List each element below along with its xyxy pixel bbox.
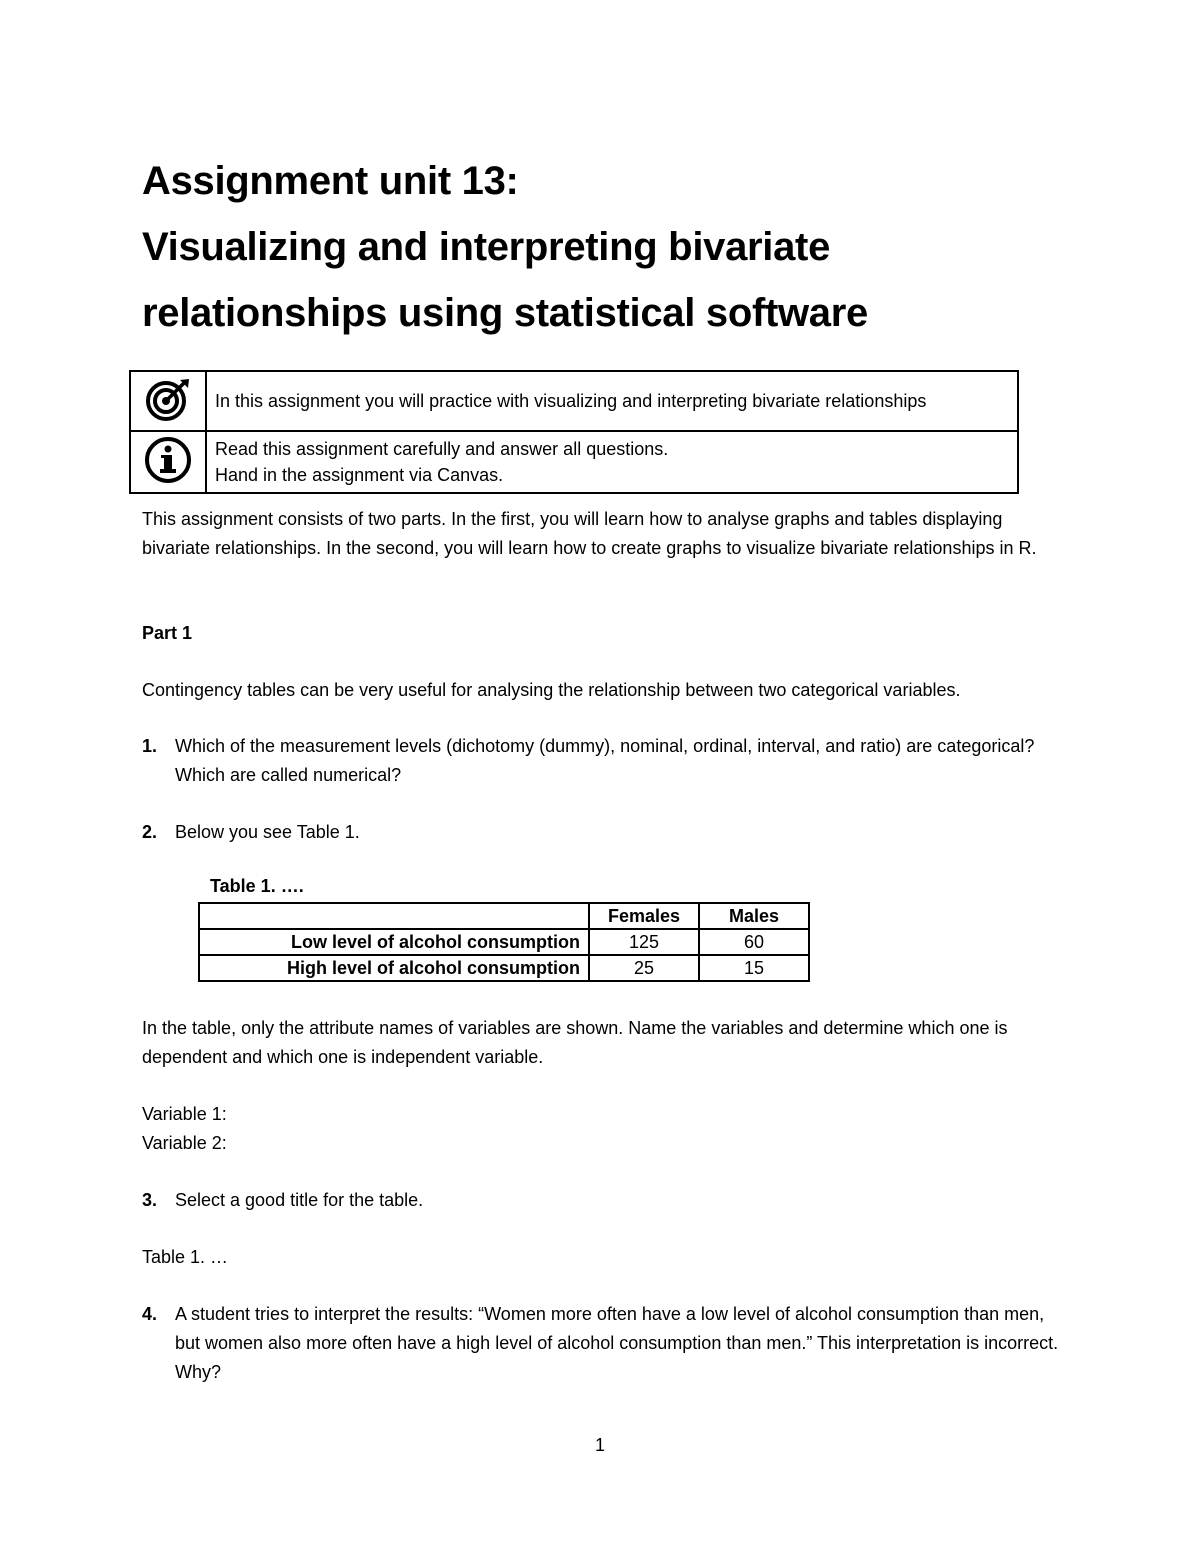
row-label: Low level of alcohol consumption [199,929,589,955]
question-number: 4. [142,1304,158,1324]
info-text [206,431,1018,493]
question-text: A student tries to interpret the results: “Women more often have a low level of alcohol consumption than men, but women also more often have a high level of alcohol consumption than men.” This interpretation is incorrect. Why? [175,1304,1059,1382]
title-line-3: relationships using statistical software [142,291,868,335]
cell-females: 25 [589,955,699,981]
title-line-1: Assignment unit 13: [142,159,519,203]
question-text: Select a good title for the table. [175,1190,424,1210]
question-text: Below you see Table 1. [175,822,360,842]
question-number: 1. [142,736,158,756]
table-header-row [199,903,809,929]
info-line-1: Read this assignment carefully and answer all questions. [215,439,669,459]
document-page [142,148,1062,1382]
title-line-2: Visualizing and interpreting bivariate [142,225,831,269]
info-row [130,431,1018,493]
info-line-2: Hand in the assignment via Canvas. [215,465,504,485]
cell-females: 125 [589,929,699,955]
assignment-info-box [129,370,1019,494]
question-number: 2. [142,822,158,842]
page-title [142,148,1062,346]
goal-text: In this assignment you will practice with visualizing and interpreting bivariate relationships [206,371,1018,431]
page-number: 1 [594,1435,605,1455]
intro-paragraph: This assignment consists of two parts. In the first, you will learn how to analyse graphs and tables displaying bivariate relationships. In the second, you will learn how to create graphs to visualize bivariate relationships in R. [142,509,1037,558]
question-3 [142,1186,1062,1215]
target-icon [130,371,206,431]
question-4 [142,1300,1062,1387]
question-number: 3. [142,1190,158,1210]
table-title-answer: Table 1. … [142,1247,229,1267]
cell-males: 15 [699,955,809,981]
after-table-paragraph: In the table, only the attribute names of variables are shown. Name the variables and determine which one is dependent and which one is independent variable. [142,1018,1008,1067]
variable-2-prompt: Variable 2: [142,1133,227,1153]
column-header-females: Females [589,903,699,929]
cell-males: 60 [699,929,809,955]
column-header-males: Males [699,903,809,929]
row-label: High level of alcohol consumption [199,955,589,981]
goal-row [130,371,1018,431]
question-2 [142,818,1062,847]
table-row [199,955,809,981]
part1-intro: Contingency tables can be very useful for analysing the relationship between two categorical variables. [142,680,961,700]
table-corner-cell [199,903,589,929]
table-row [199,929,809,955]
question-text: Which of the measurement levels (dichotomy (dummy), nominal, ordinal, interval, and ratio) are categorical? Which are called numerical? [175,736,1035,785]
variable-1-prompt: Variable 1: [142,1104,227,1124]
contingency-table [198,902,810,982]
info-icon [130,431,206,493]
table-caption: Table 1. …. [210,876,304,896]
part1-heading: Part 1 [142,623,193,643]
question-1 [142,732,1062,790]
